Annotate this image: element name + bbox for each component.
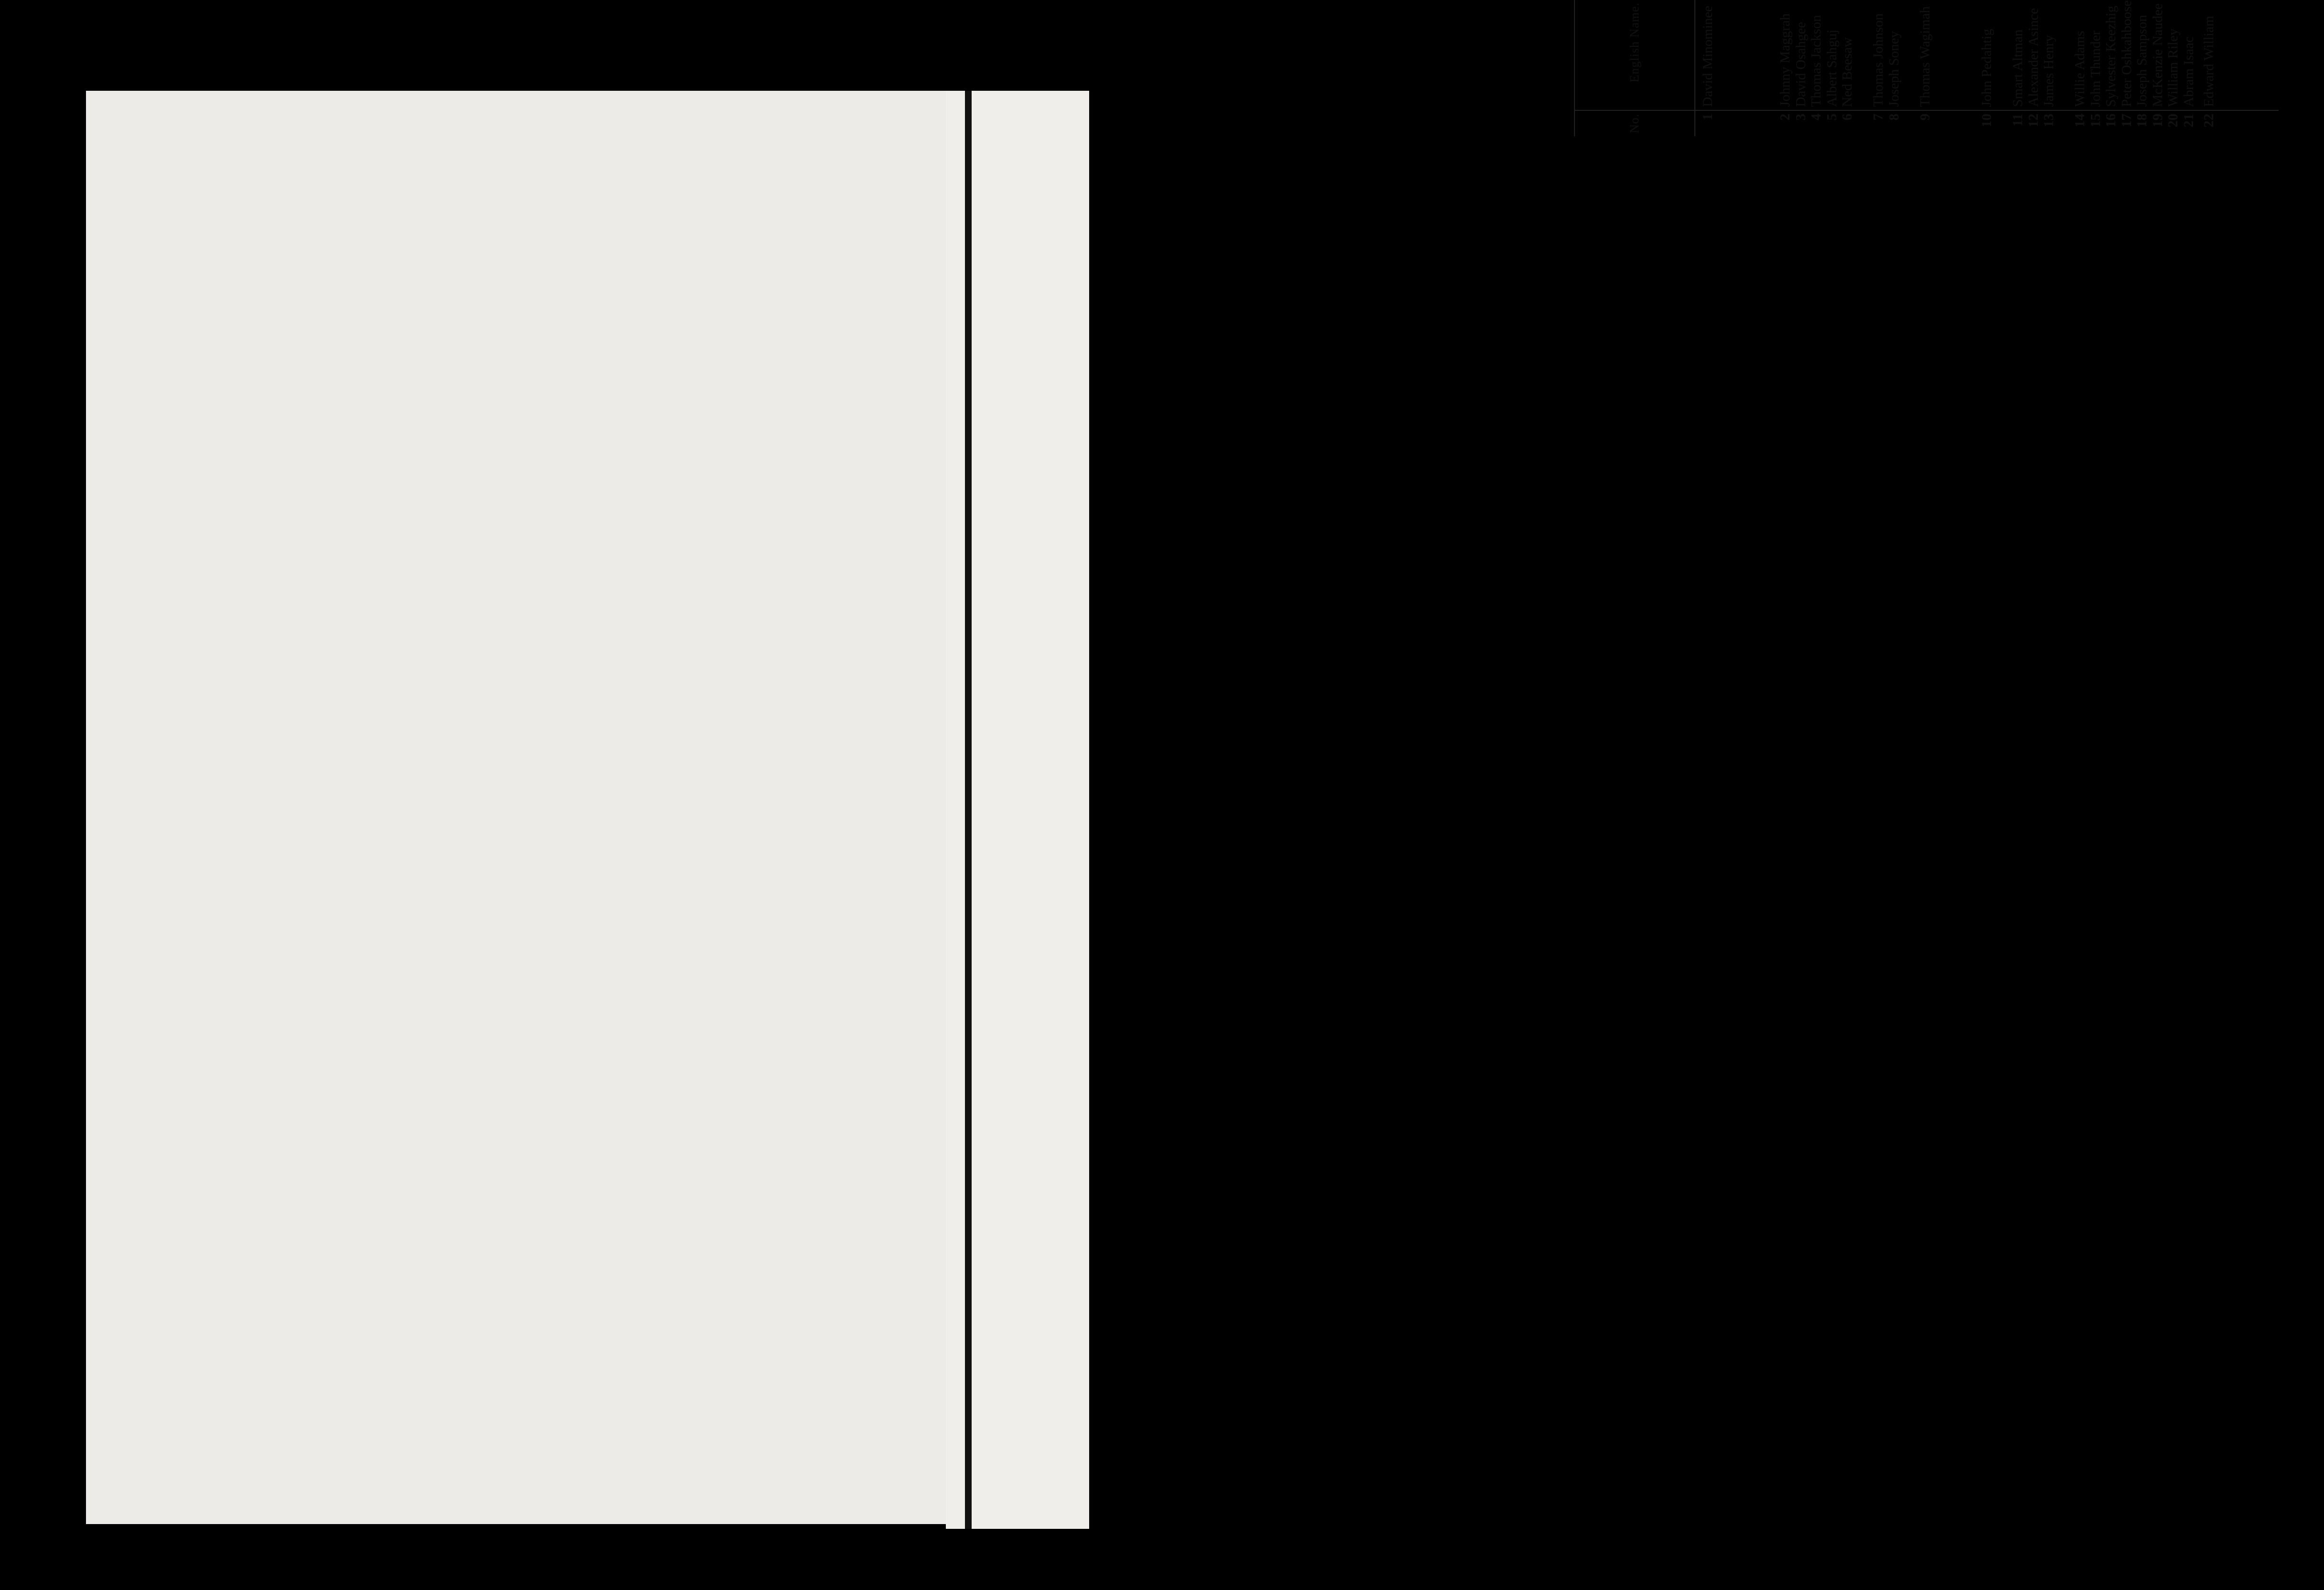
boys-table — [1574, 0, 2279, 136]
table-row — [1695, 0, 1778, 136]
cell-no: 3 — [1793, 113, 1809, 121]
cell-english: James Henry — [2041, 0, 2072, 110]
header-row — [1574, 0, 1695, 136]
table-row — [1824, 0, 1840, 136]
table-row — [2248, 0, 2279, 136]
cell-english: Thomas Jackson — [1809, 0, 1824, 110]
cell-english: Smart Altman — [2010, 0, 2025, 110]
cell-no: 5 — [1824, 113, 1840, 121]
cell-no: 22 — [2201, 113, 2217, 128]
page-gutter — [965, 91, 972, 1529]
table-row — [1871, 0, 1886, 136]
table-row — [1778, 0, 1793, 136]
cell-english: Albert Sahguj — [1824, 0, 1840, 110]
table-row — [1840, 0, 1871, 136]
table-row — [2134, 0, 2150, 136]
cell-english: John Pedahtig — [1979, 0, 2010, 110]
cell-no: 13 — [2041, 113, 2057, 128]
cell-no: 7 — [1871, 113, 1886, 121]
table-row — [2119, 0, 2134, 136]
cell-english — [2248, 0, 2279, 110]
cell-english: David Minominee — [1695, 0, 1778, 110]
table-body — [1695, 0, 2279, 136]
cell-no: 16 — [2103, 113, 2119, 128]
rotated-table-container — [1502, 0, 2324, 136]
cell-english: Ned Beesaw — [1840, 0, 1871, 110]
cell-english: Abram Isaac — [2181, 0, 2196, 110]
header-no: No. — [1574, 110, 1695, 136]
table-row — [2010, 0, 2025, 136]
cell-english: Thomas Wagimah — [1917, 0, 1980, 110]
cell-no: 4 — [1809, 113, 1824, 121]
cell-no: 10 — [1979, 113, 1995, 128]
cell-no: 11 — [2010, 113, 2026, 127]
cell-no: 21 — [2181, 113, 2196, 128]
cell-english: McKenzie Naudee — [2150, 0, 2165, 110]
table-row — [1886, 0, 1917, 136]
cell-no: 8 — [1886, 113, 1902, 121]
cell-english: Alexander Asince — [2026, 0, 2041, 110]
cell-english: Joseph Sampson — [2134, 0, 2150, 110]
cell-no: 14 — [2072, 113, 2088, 128]
cell-english: William Riley — [2165, 0, 2181, 110]
cell-no: 17 — [2119, 113, 2134, 128]
cell-no: 6 — [1840, 113, 1855, 121]
cell-english: Peter Oshkahboose — [2119, 0, 2134, 110]
table-row — [1793, 0, 1809, 136]
cell-no: 19 — [2150, 113, 2165, 128]
table-row — [2103, 0, 2119, 136]
cell-no: 15 — [2088, 113, 2103, 128]
table-row — [2165, 0, 2181, 136]
page-title — [1502, 0, 1534, 136]
cell-no: 2 — [1778, 113, 1793, 121]
cell-english: Willie Adams — [2072, 0, 2088, 110]
cell-no: 20 — [2165, 113, 2181, 128]
cell-no: 9 — [1917, 113, 1933, 121]
cell-english: John Thunder — [2088, 0, 2103, 110]
cell-no: 1 — [1700, 113, 1715, 121]
cell-english: Sylvester Keezhig — [2103, 0, 2119, 110]
cell-no: 18 — [2134, 113, 2150, 128]
cell-no: 12 — [2025, 113, 2041, 128]
cell-english: Thomas Johnson — [1871, 0, 1886, 110]
cell-english: Johnny Maggrah — [1778, 0, 1793, 110]
cell-english: David Osahgee — [1793, 0, 1809, 110]
table-row — [2150, 0, 2165, 136]
left-page — [86, 91, 960, 1524]
table-row — [2026, 0, 2041, 136]
header-english-name: English Name. — [1574, 0, 1695, 110]
table-row — [2196, 0, 2248, 136]
table-row — [2088, 0, 2103, 136]
cell-english: Edward William — [2196, 0, 2248, 110]
table-row — [2041, 0, 2072, 136]
table-row — [2072, 0, 2088, 136]
table-row — [1809, 0, 1824, 136]
cell-no — [2248, 110, 2279, 136]
cell-english: Joseph Soney — [1886, 0, 1917, 110]
table-row — [1979, 0, 2010, 136]
table-row — [1917, 0, 1980, 136]
table-row — [2181, 0, 2196, 136]
